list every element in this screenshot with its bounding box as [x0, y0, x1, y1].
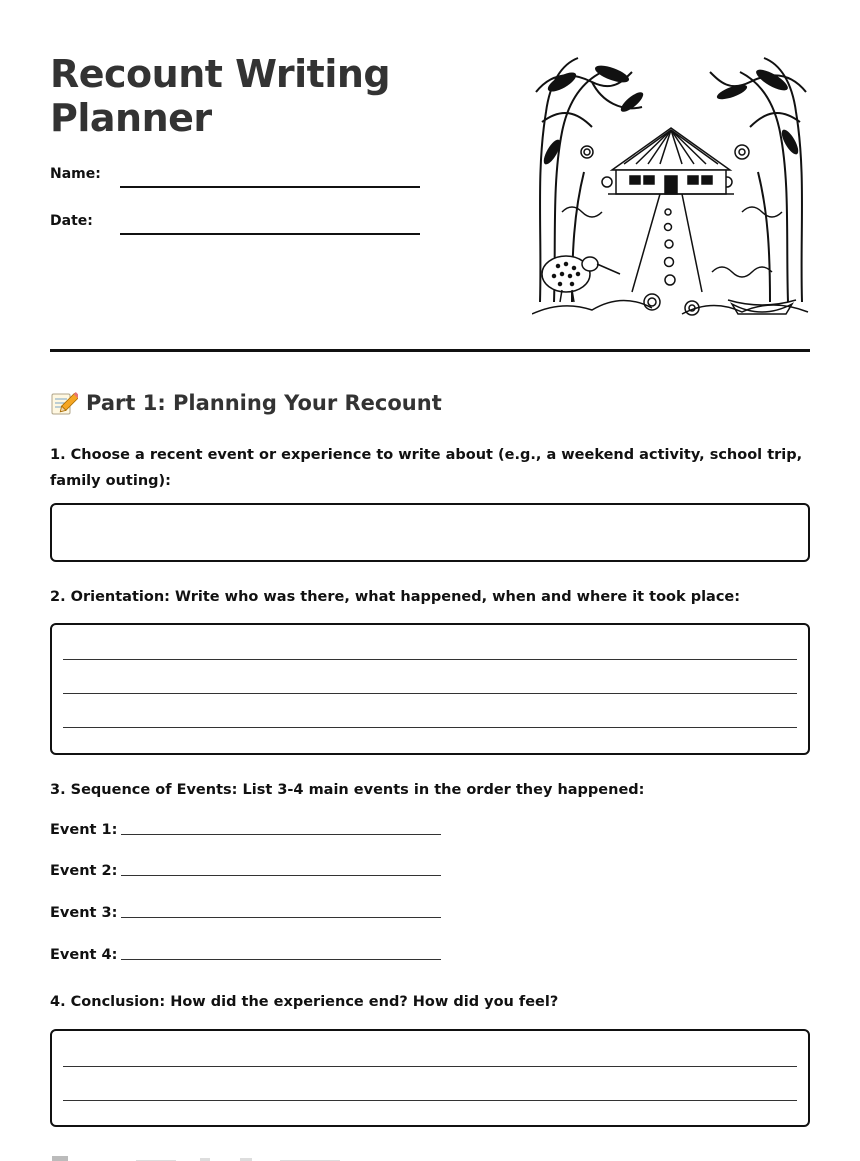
- event-4-line[interactable]: [121, 959, 441, 960]
- event-1-row[interactable]: [50, 822, 441, 838]
- name-label: Name:: [50, 166, 101, 182]
- event-2-row[interactable]: [50, 863, 441, 879]
- event-2-label: Event 2:: [50, 863, 118, 879]
- event-3-row[interactable]: [50, 905, 441, 921]
- memo-pencil-icon: [50, 390, 78, 416]
- header-divider: [50, 349, 810, 352]
- question-3: 3. Sequence of Events: List 3-4 main events in the order they happened:: [50, 782, 645, 798]
- date-label: Date:: [50, 213, 93, 229]
- writing-line: [63, 693, 797, 694]
- event-3-line[interactable]: [121, 917, 441, 918]
- next-section-heading-partial: [50, 1150, 350, 1161]
- writing-line: [63, 727, 797, 728]
- question-4: 4. Conclusion: How did the experience end? How did you feel?: [50, 994, 559, 1010]
- event-1-label: Event 1:: [50, 822, 118, 838]
- event-4-row[interactable]: [50, 947, 441, 963]
- event-1-line[interactable]: [121, 834, 441, 835]
- date-field[interactable]: [120, 233, 420, 235]
- event-2-line[interactable]: [121, 875, 441, 876]
- writing-line: [63, 1100, 797, 1101]
- name-field[interactable]: [120, 186, 420, 188]
- part-1-heading: [50, 390, 442, 416]
- conclusion-answer-box[interactable]: [50, 1029, 810, 1127]
- orientation-answer-box[interactable]: [50, 623, 810, 755]
- house-in-jungle-illustration: [532, 52, 810, 328]
- part-1-heading-text: Part 1: Planning Your Recount: [86, 391, 442, 415]
- page-title: Recount Writing Planner: [50, 52, 391, 140]
- event-answer-box[interactable]: [50, 503, 810, 562]
- event-4-label: Event 4:: [50, 947, 118, 963]
- question-1: 1. Choose a recent event or experience to write about (e.g., a weekend activity, school trip, family outing):: [50, 447, 803, 489]
- question-2: 2. Orientation: Write who was there, what happened, when and where it took place:: [50, 589, 741, 605]
- event-3-label: Event 3:: [50, 905, 118, 921]
- writing-line: [63, 1066, 797, 1067]
- writing-line: [63, 659, 797, 660]
